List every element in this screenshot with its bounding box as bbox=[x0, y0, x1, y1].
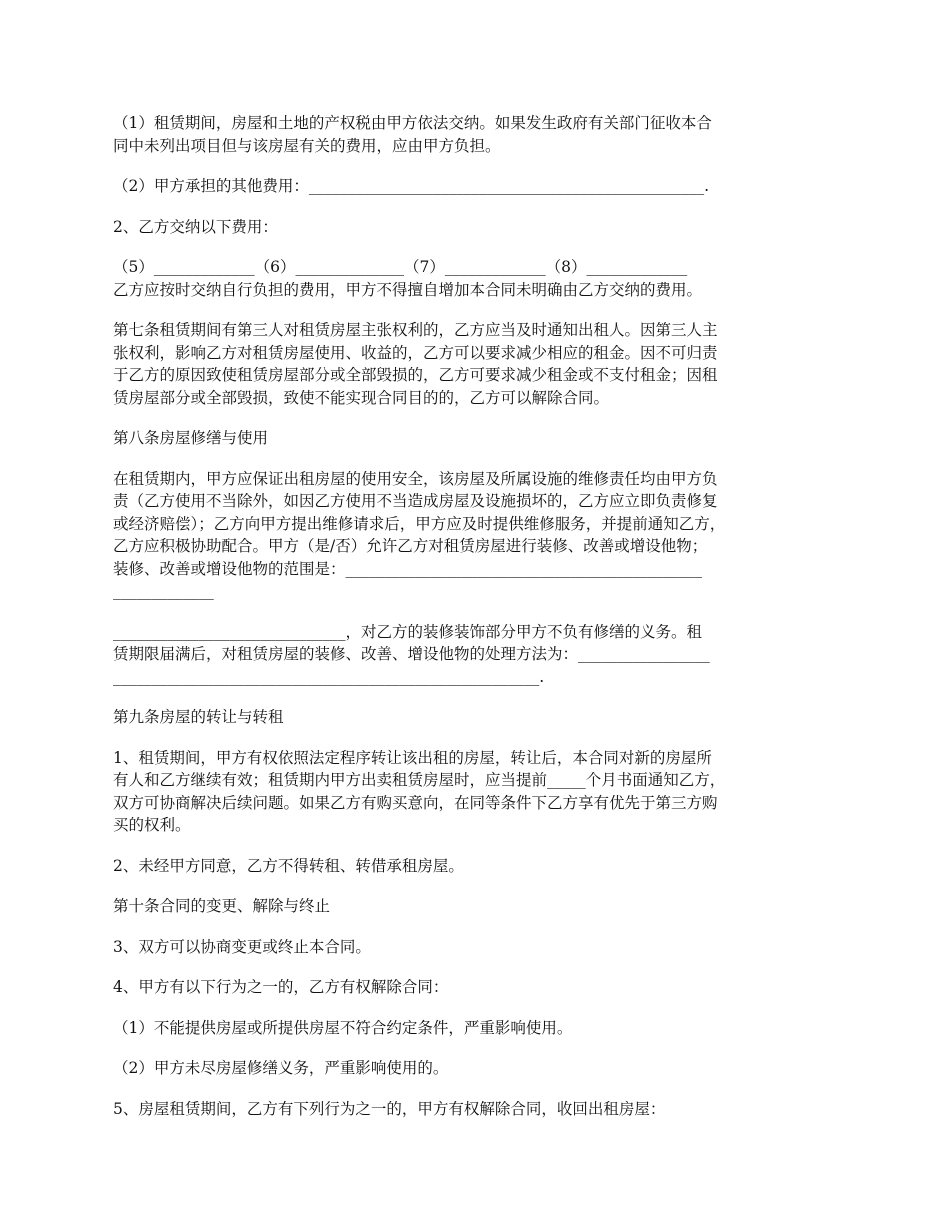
text-line: 于乙方的原因致使租赁房屋部分或全部毁损的，乙方可要求减少租金或不支付租金；因租 bbox=[113, 366, 718, 384]
text-line: 2、乙方交纳以下费用： bbox=[113, 217, 278, 236]
text-line: （1）租赁期间，房屋和土地的产权税由甲方依法交纳。如果发生政府有关部门征收本合 bbox=[113, 114, 712, 132]
text-line: 第九条房屋的转让与转租 bbox=[113, 708, 284, 726]
text-line: 张权利，影响乙方对租赁房屋使用、收益的，乙方可以要求减少相应的租金。因不可归责 bbox=[113, 343, 718, 362]
text-line: 同中未列出项目但与该房屋有关的费用，应由甲方负担。 bbox=[113, 136, 501, 155]
paragraph-item-4-sub-2 bbox=[113, 1057, 848, 1080]
text-line: （1）不能提供房屋或所提供房屋不符合约定条件，严重影响使用。 bbox=[113, 1018, 573, 1037]
paragraph-article-10-item-4 bbox=[113, 976, 848, 999]
text-line: （2）甲方未尽房屋修缮义务，严重影响使用的。 bbox=[113, 1059, 449, 1077]
document-body bbox=[113, 112, 848, 1138]
text-line: 有人和乙方继续有效；租赁期内甲方出卖租赁房屋时，应当提前_____个月书面通知乙方， bbox=[113, 771, 726, 789]
text-line: 赁房屋部分或全部毁损，致使不能实现合同目的的，乙方可以解除合同。 bbox=[113, 388, 610, 407]
text-line: （2）甲方承担的其他费用：___________________________________________________. bbox=[113, 177, 710, 195]
paragraph-article-9-item-2 bbox=[113, 855, 848, 878]
paragraph-property-tax bbox=[113, 112, 848, 157]
text-line: 5、房屋租赁期间，乙方有下列行为之一的，甲方有权解除合同，收回出租房屋： bbox=[113, 1099, 666, 1118]
text-line: 1、租赁期间，甲方有权依照法定程序转让该出租的房屋，转让后，本合同对新的房屋所 bbox=[113, 748, 712, 767]
heading-article-8 bbox=[113, 427, 848, 450]
paragraph-article-9-item-1 bbox=[113, 747, 848, 837]
paragraph-party-b-fee-blanks bbox=[113, 256, 848, 301]
text-line: 乙方应按时交纳自行负担的费用，甲方不得擅自增加本合同未明确由乙方交纳的费用。 bbox=[113, 280, 703, 299]
paragraph-party-b-fees-heading bbox=[113, 216, 848, 239]
text-line: 双方可协商解决后续问题。如果乙方有购买意向，在同等条件下乙方享有优先于第三方购 bbox=[113, 793, 718, 812]
text-line: 3、双方可以协商变更或终止本合同。 bbox=[113, 937, 371, 956]
text-line: 责（乙方使用不当除外，如因乙方使用不当造成房屋及设施损坏的，乙方应立即负责修复 bbox=[113, 492, 718, 510]
text-line: ______________________________，对乙方的装修装饰部分甲方不负有修缮的义务。租 bbox=[113, 622, 703, 641]
text-line: _____________ bbox=[113, 582, 214, 600]
paragraph-article-10-item-3 bbox=[113, 936, 848, 959]
text-line: 第七条租赁期间有第三人对租赁房屋主张权利的，乙方应当及时通知出租人。因第三人主 bbox=[113, 321, 718, 339]
text-line: 乙方应积极协助配合。甲方（是/否）允许乙方对租赁房屋进行装修、改善或增设他物； bbox=[113, 537, 708, 555]
text-line: 2、未经甲方同意，乙方不得转租、转借承租房屋。 bbox=[113, 856, 464, 875]
text-line: _______________________________________________________. bbox=[113, 667, 545, 686]
heading-article-9 bbox=[113, 706, 848, 729]
paragraph-party-a-other-fees bbox=[113, 175, 848, 198]
text-line: 买的权利。 bbox=[113, 816, 191, 834]
paragraph-article-10-item-5 bbox=[113, 1098, 848, 1121]
text-line: 第十条合同的变更、解除与终止 bbox=[113, 897, 331, 915]
paragraph-article-8-body bbox=[113, 468, 848, 603]
text-line: 装修、改善或增设他物的范围是：______________________________________________ bbox=[113, 559, 703, 578]
paragraph-article-7 bbox=[113, 319, 848, 409]
text-line: 或经济赔偿）；乙方向甲方提出维修请求后，甲方应及时提供维修服务，并提前通知乙方， bbox=[113, 514, 726, 533]
text-line: 赁期限届满后，对租赁房屋的装修、改善、增设他物的处理方法为：_________________ bbox=[113, 645, 710, 663]
text-line: （5）_____________（6）______________（7）_____________（8）_____________ bbox=[113, 258, 688, 276]
text-line: 4、甲方有以下行为之一的，乙方有权解除合同： bbox=[113, 978, 449, 996]
text-line: 第八条房屋修缮与使用 bbox=[113, 429, 269, 447]
paragraph-item-4-sub-1 bbox=[113, 1017, 848, 1040]
text-line: 在租赁期内，甲方应保证出租房屋的使用安全，该房屋及所属设施的维修责任均由甲方负 bbox=[113, 469, 718, 488]
heading-article-10 bbox=[113, 895, 848, 918]
paragraph-decoration-handling bbox=[113, 621, 848, 689]
